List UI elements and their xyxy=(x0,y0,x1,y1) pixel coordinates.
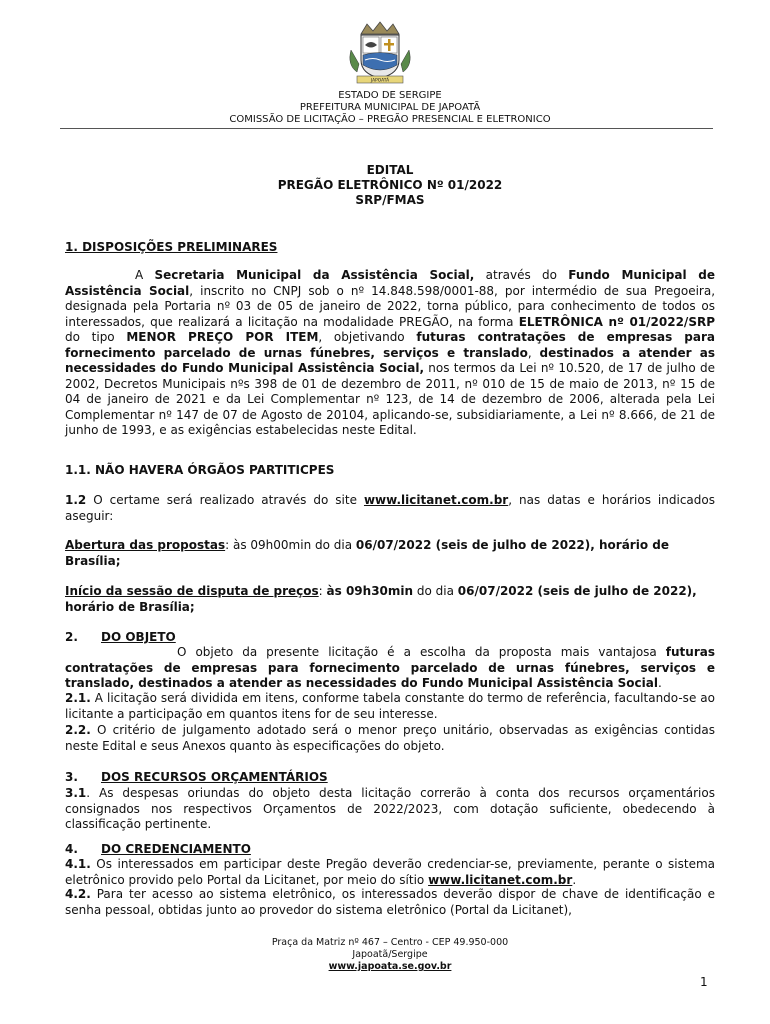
section-3-heading: 3. DOS RECURSOS ORÇAMENTÁRIOS xyxy=(65,770,328,784)
section-4-2: 4.2. Para ter acesso ao sistema eletrônico, os interessados deverão dispor de chave de identificação e senha pessoal, obtidas junto ao provedor do sistema eletrônico (Portal da Licitanet), xyxy=(65,887,715,917)
header-divider xyxy=(60,128,713,129)
section-1-2: 1.2 O certame será realizado através do site www.licitanet.com.br, nas datas e horários indicados aseguir: xyxy=(65,493,715,523)
section-1-1-heading: 1.1. NÃO HAVERA ÓRGÃOS PARTITICPES xyxy=(65,463,335,477)
header-commission: COMISSÃO DE LICITAÇÃO – PREGÃO PRESENCIAL E ELETRONICO xyxy=(229,114,551,125)
header-state: ESTADO DE SERGIPE xyxy=(338,90,442,101)
section-2-1: 2.1. A licitação será dividida em itens, conforme tabela constante do termo de referência, facultando-se ao licitante a participação em quantos itens for de seu interesse. xyxy=(65,691,715,721)
page-number: 1 xyxy=(700,975,708,989)
licitanet-link-2[interactable]: www.licitanet.com.br xyxy=(428,872,573,887)
title-srp: SRP/FMAS xyxy=(355,193,425,207)
section-4-heading: 4. DO CREDENCIAMENTO xyxy=(65,842,251,856)
abertura-propostas: Abertura das propostas: às 09h00min do dia 06/07/2022 (seis de julho de 2022), horário de Brasília; xyxy=(65,538,669,568)
footer-site xyxy=(60,961,720,973)
footer-city: Japoatã/Sergipe xyxy=(352,949,428,960)
header-municipality: PREFEITURA MUNICIPAL DE JAPOATÃ xyxy=(299,102,481,113)
crest-banner-text: JAPOATÃ xyxy=(370,78,390,84)
section-2-heading: 2. DO OBJETO xyxy=(65,630,176,644)
inicio-sessao: Início da sessão de disputa de preços: às 09h30min do dia 06/07/2022 (seis de julho de 2022), horário de Brasília; xyxy=(65,584,697,614)
footer-site-link[interactable]: www.japoata.se.gov.br xyxy=(328,961,452,972)
section-2-2: 2.2. O critério de julgamento adotado será o menor preço unitário, observadas as exigências contidas neste Edital e seus Anexos quanto às especificações do objeto. xyxy=(65,723,715,753)
section-2-paragraph: O objeto da presente licitação é a escolha da proposta mais vantajosa futuras contratações de empresas para fornecimento parcelado de urnas fúnebres, serviços e translado, destinados a atender as necessidades do Fundo Municipal Assistência Social. xyxy=(65,645,715,690)
section-1-heading: 1. DISPOSIÇÕES PRELIMINARES xyxy=(65,240,278,254)
municipal-crest-icon xyxy=(345,20,415,88)
footer-address: Praça da Matriz nº 467 – Centro - CEP 49.950-000 xyxy=(271,937,509,948)
section-3-1: 3.1. As despesas oriundas do objeto desta licitação correrão à conta dos recursos orçamentários consignados nos respectivos Orçamentos de 2022/2023, com dotação suficiente, obedecendo à classificação pertinente. xyxy=(65,786,715,831)
section-1-paragraph: A Secretaria Municipal da Assistência Social, através do Fundo Municipal de Assistência Social, inscrito no CNPJ sob o nº 14.848.598/0001-88, por intermédio de sua Pregoeira, designada pela Portaria nº 03 de 05 de janeiro de 2022, torna público, para conhecimento de todos os interessados, que realizará a licitação na modalidade PREGÃO, na forma ELETRÔNICA nº 01/2022/SRP do tipo MENOR PREÇO POR ITEM, objetivando futuras contratações de empresas para fornecimento parcelado de urnas fúnebres, serviços e translado, destinados a atender as necessidades do Fundo Municipal Assistência Social, nos termos da Lei nº 10.520, de 17 de julho de 2002, Decretos Municipais nºs 398 de 01 de dezembro de 2011, nº 010 de 15 de maio de 2013, nº 15 de 04 de janeiro de 2021 e da Lei Complementar nº 123, de 14 de dezembro de 2006, alterada pela Lei Complementar nº 147 de 07 de Agosto de 20104, aplicando-se, subsidiariamente, a Lei nº 8.666, de 21 de junho de 1993, e as exigências estabelecidas neste Edital. xyxy=(65,268,716,437)
section-4-1: 4.1. Os interessados em participar deste Pregão deverão credenciar-se, previamente, perante o sistema eletrônico provido pelo Portal da Licitanet, por meio do sítio www.licitanet.com.br. xyxy=(65,857,715,887)
title-pregao: PREGÃO ELETRÔNICO Nº 01/2022 xyxy=(277,178,503,192)
licitanet-link[interactable]: www.licitanet.com.br xyxy=(363,493,509,507)
title-edital: EDITAL xyxy=(366,163,414,177)
